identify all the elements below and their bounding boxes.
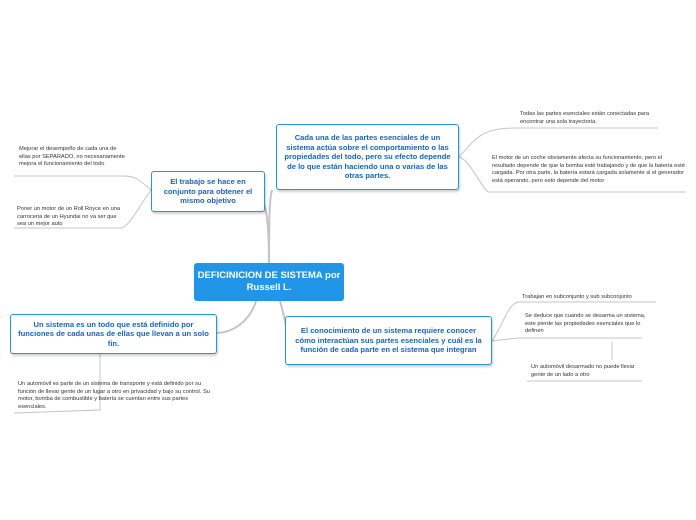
- topic-todo-text: Un sistema es un todo que está definido por funciones de cada unas de ellas que llevan a un solo fin.: [18, 319, 209, 348]
- topic-trabajo-text: El trabajo se hace en conjunto para obtener el mismo objetivo: [163, 177, 253, 206]
- link-central-todo: [217, 301, 256, 333]
- topic-todo[interactable]: [10, 314, 217, 354]
- subtopic-conectadas[interactable]: Todas las partes esenciales están conectadas para encontrar una sola trayectoria.: [520, 111, 649, 125]
- link-trabajo-child-1: [14, 176, 151, 190]
- link-cada-una-child-1: [459, 128, 515, 157]
- subtopic-automovil-transporte[interactable]: Un automóvil es parte de un sistema de transporte y está definido por su función de llevar gente de un lugar a otro en privacidad y bajo su control. Su motor, bomba de combustible y batería se cuentan entre sus partes esenciales.: [18, 381, 210, 410]
- central-topic[interactable]: [194, 263, 344, 301]
- topic-conocimiento-text: El conocimiento de un sistema requiere conocer cómo interactúan sus partes esenciales y cuál es la función de cada parte en el sistema que integran: [295, 326, 482, 355]
- subtopic-motor-coche[interactable]: El motor de un coche obviamente afecta su funcionamiento, pero el resultado depende de que la bomba esté trabajando y de que la batería esté cargada. Por otra parte, la batería estará cargada solamente si el generador está operando, pero esto depende del motor: [492, 155, 685, 184]
- subtopic-automovil-desarmado[interactable]: Un automóvil desarmado no puede llevar gente de un lado a otro: [531, 364, 635, 378]
- topic-cada-una-text: Cada una de las partes esenciales de un sistema actúa sobre el comportamiento o las propiedades del todo, pero su efecto depende de lo que están haciendo una o varias de las otras partes.: [284, 133, 451, 181]
- topic-conocimiento[interactable]: [285, 316, 492, 365]
- subtopic-subconjunto[interactable]: Trabajan en subconjunto y sub subconjunto: [522, 294, 632, 300]
- topic-trabajo[interactable]: [151, 171, 265, 212]
- topic-cada-una[interactable]: [276, 124, 459, 190]
- subtopic-roll-royce[interactable]: Poner un motor de un Roll Royce en una carroceria de un Hyundai no va ser que sea un mejor auto: [17, 206, 121, 228]
- link-cada-una-child-2: [459, 157, 488, 192]
- subtopic-mejorar-desempeno[interactable]: Mejorar el desempeño de cada una de ellas por SEPARADO, no necesariamente mejora el funcionamiento del todo: [19, 146, 125, 168]
- link-central-trabajo: [264, 204, 269, 263]
- central-topic-text: DEFICINICION DE SISTEMA por Russell L.: [197, 270, 341, 293]
- subtopic-se-deduce[interactable]: Se deduce que cuando se desarma un sistema, este pierde las propiedades esenciales que lo definen: [525, 313, 646, 335]
- link-conocimiento-child-2: [492, 338, 642, 341]
